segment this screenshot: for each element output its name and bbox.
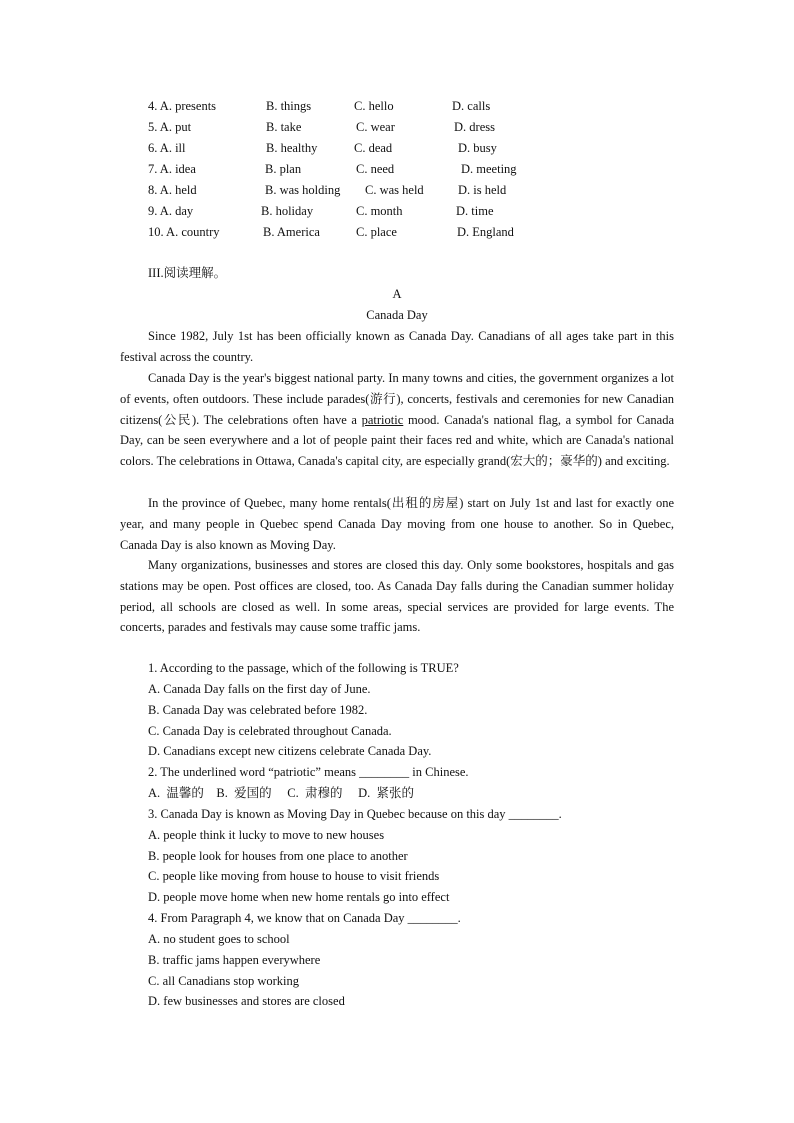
answer-option: D. Canadians except new citizens celebrate Canada Day.: [148, 744, 432, 758]
question-stem: 2. The underlined word “patriotic” means ________ in Chinese.: [148, 765, 469, 779]
section-heading: III.阅读理解。: [148, 266, 227, 280]
option-d: D. England: [457, 225, 514, 239]
option-a: 10. A. country: [148, 225, 220, 239]
cloze-option-row: [0, 222, 794, 243]
answer-option: B. traffic jams happen everywhere: [148, 953, 321, 967]
option-c: C. place: [356, 225, 397, 239]
option-a: 5. A. put: [148, 120, 192, 134]
answer-option: A. no student goes to school: [148, 932, 290, 946]
cloze-option-row: [0, 96, 794, 117]
option-c: C. dead: [354, 141, 393, 155]
option-c: C. month: [356, 204, 403, 218]
answer-options-row: A. 温馨的 B. 爱国的 C. 肃穆的 D. 紧张的: [148, 786, 414, 800]
option-d: D. busy: [458, 141, 497, 155]
option-d: D. is held: [458, 183, 507, 197]
paragraph-4: Many organizations, businesses and stores are closed this day. Only some bookstores, hospitals and gas stations may be open. Post offices are closed, too. As Canada Day falls during the Canadian summer holiday period, all schools are closed as well. In some areas, special services are provided for large events. The concerts, parades and festivals may cause some traffic jams.: [120, 558, 674, 635]
question-stem: 1. According to the passage, which of the following is TRUE?: [148, 661, 459, 675]
paragraph-2: [120, 368, 674, 472]
option-b: B. plan: [265, 162, 302, 176]
answer-option: C. people like moving from house to house to visit friends: [148, 869, 440, 883]
paragraph-1: Since 1982, July 1st has been officially known as Canada Day. Canadians of all ages take part in this festival across the country.: [120, 329, 674, 364]
answer-option: D. people move home when new home rentals go into effect: [148, 890, 450, 904]
option-b: B. was holding: [265, 183, 341, 197]
answer-option: C. all Canadians stop working: [148, 974, 300, 988]
underlined-word: patriotic: [361, 412, 404, 427]
answer-option: D. few businesses and stores are closed: [148, 994, 345, 1008]
cloze-option-row: [0, 138, 794, 159]
answer-option: B. Canada Day was celebrated before 1982.: [148, 703, 368, 717]
option-d: D. calls: [452, 99, 491, 113]
option-a: 9. A. day: [148, 204, 194, 218]
cloze-option-row: [0, 117, 794, 138]
answer-option: A. people think it lucky to move to new houses: [148, 828, 385, 842]
option-c: C. need: [356, 162, 395, 176]
passage-label: A: [392, 287, 402, 301]
option-d: D. time: [456, 204, 494, 218]
option-c: C. hello: [354, 99, 394, 113]
cloze-option-row: [0, 180, 794, 201]
cloze-option-row: [0, 159, 794, 180]
option-c: C. wear: [356, 120, 395, 134]
question-stem: 3. Canada Day is known as Moving Day in Quebec because on this day ________.: [148, 807, 562, 821]
answer-option: B. people look for houses from one place to another: [148, 849, 408, 863]
paragraph-3: In the province of Quebec, many home rentals(出租的房屋) start on July 1st and last for exactly one year, and many people in Quebec spend Canada Day moving from one house to another. So in Quebec, Canada Day is also known as Moving Day.: [120, 496, 674, 552]
passage-title: Canada Day: [366, 308, 428, 322]
option-b: B. healthy: [266, 141, 318, 155]
answer-option: A. Canada Day falls on the first day of June.: [148, 682, 371, 696]
paragraph-2-text-end: mood. Canada's national flag, a symbol for Canada Day, can be seen everywhere and a lot of people paint their faces red and white, which are Canada's national colors. The celebrations in Ottawa, Canada's capital city, are especially grand(宏大的；豪华的) and exciting.: [120, 412, 674, 469]
option-b: B. things: [266, 99, 312, 113]
option-a: 6. A. ill: [148, 141, 186, 155]
option-c: C. was held: [365, 183, 424, 197]
cloze-option-row: [0, 201, 794, 222]
paragraph-2-text-start: Canada Day is the year's biggest national party. In many towns and cities, the government organizes a lot of events, often outdoors. These include parades(游行), concerts, festivals and ceremonies for new Canadian citizens(公民). The celebrations often have a: [120, 371, 674, 427]
question-stem: 4. From Paragraph 4, we know that on Canada Day ________.: [148, 911, 461, 925]
option-b: B. America: [263, 225, 320, 239]
option-b: B. holiday: [261, 204, 314, 218]
option-a: 8. A. held: [148, 183, 197, 197]
option-d: D. meeting: [461, 162, 517, 176]
answer-option: C. Canada Day is celebrated throughout Canada.: [148, 724, 392, 738]
option-a: 7. A. idea: [148, 162, 196, 176]
option-b: B. take: [266, 120, 302, 134]
option-d: D. dress: [454, 120, 495, 134]
option-a: 4. A. presents: [148, 99, 217, 113]
